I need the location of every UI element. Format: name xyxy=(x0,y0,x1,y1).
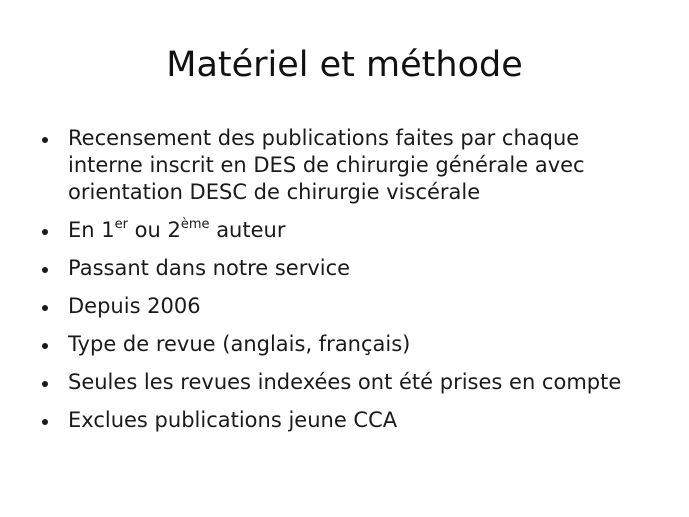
bullet-dot-icon xyxy=(42,137,48,143)
author-rank-text-2: ou 2 xyxy=(127,218,181,242)
bullet-dot-icon xyxy=(42,267,48,273)
bullet-list xyxy=(40,125,660,445)
bullet-dot-icon xyxy=(42,419,48,425)
bullet-item-excluded xyxy=(40,407,660,434)
author-rank-text-1: En 1 xyxy=(68,218,115,242)
bullet-item-journal-type xyxy=(40,331,660,358)
bullet-dot-icon xyxy=(42,305,48,311)
bullet-item-service xyxy=(40,255,660,282)
slide-title: Matériel et méthode xyxy=(166,45,523,85)
bullet-text: Passant dans notre service xyxy=(68,256,351,280)
bullet-text: Recensement des publications faites par chaque interne inscrit en DES de chirurgie générale avec orientation DESC de chirurgie viscérale xyxy=(68,126,585,204)
bullet-text: Seules les revues indexées ont été prises en compte xyxy=(68,370,622,394)
bullet-text: Type de revue (anglais, français) xyxy=(68,332,411,356)
bullet-text xyxy=(68,218,285,242)
bullet-dot-icon xyxy=(42,343,48,349)
bullet-dot-icon xyxy=(42,381,48,387)
bullet-item-census xyxy=(40,125,660,206)
ordinal-superscript-first: er xyxy=(114,217,128,232)
bullet-text: Depuis 2006 xyxy=(68,294,201,318)
ordinal-superscript-second: ème xyxy=(180,217,210,232)
bullet-item-indexed xyxy=(40,369,660,396)
bullet-dot-icon xyxy=(42,229,48,235)
bullet-item-author-rank xyxy=(40,217,660,244)
bullet-text: Exclues publications jeune CCA xyxy=(68,408,398,432)
bullet-item-since xyxy=(40,293,660,320)
author-rank-text-3: auteur xyxy=(209,218,286,242)
